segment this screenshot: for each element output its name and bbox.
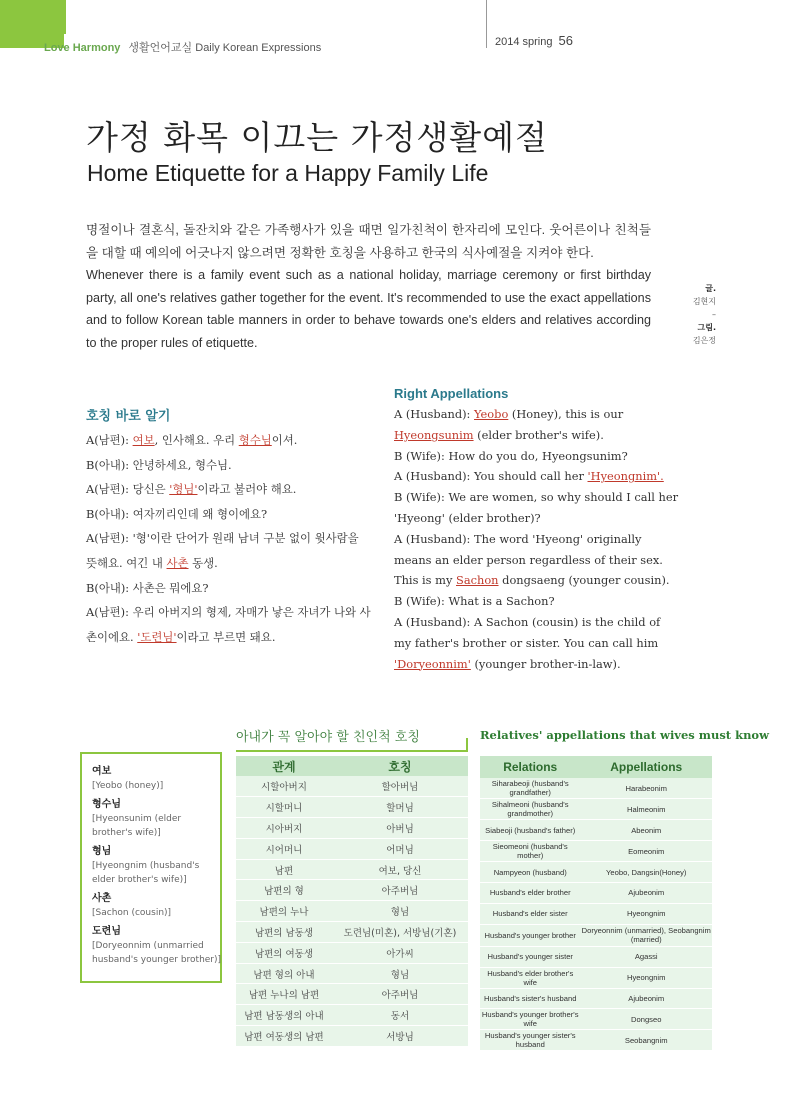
table-row <box>236 963 468 984</box>
appellation-table-korean <box>236 756 468 1047</box>
table-row <box>480 1009 712 1030</box>
table-cell: 남편의 형 <box>236 880 332 901</box>
table-row <box>480 778 712 799</box>
credits <box>680 282 716 347</box>
table-cell: Husband's younger brother's wife <box>481 1010 579 1029</box>
table-cell: 시할아버지 <box>236 776 332 797</box>
table-cell: 시할머니 <box>236 797 332 818</box>
table-row <box>236 942 468 963</box>
glossary-definition: [Hyeongnim (husband's elder brother's wife)] <box>92 861 200 885</box>
table-row <box>480 903 712 924</box>
running-header <box>44 39 321 55</box>
table-row <box>480 967 712 988</box>
table-cell: Husband's sister's husband <box>480 988 580 1009</box>
credit-dash: – <box>712 310 716 319</box>
dialogue-heading-korean: 호칭 바로 알기 <box>86 409 171 424</box>
column-header: Relations <box>480 756 580 778</box>
table-cell: Sihalmeoni (husband's grandmother) <box>480 799 580 820</box>
table-cell: 시아버지 <box>236 818 332 839</box>
table-cell: 아주버님 <box>332 880 468 901</box>
table-cell: Agassi <box>580 946 712 967</box>
table-cell: 남편 여동생의 남편 <box>236 1026 332 1047</box>
intro-english: Whenever there is a family event such as a national holiday, marriage ceremony or first birthday party, all one's relatives gather together for the event. It's recommended to use the exact appellations and to follow Korean table manners in order to behave towards one's elders and relatives according to the proper rules of etiquette. <box>86 268 651 350</box>
table-cell: Siharabeoji (husband's grandfather) <box>480 778 580 799</box>
glossary-term: 사촌 <box>92 893 112 904</box>
dialogue-line: B (Wife): What is a Sachon? <box>394 594 555 609</box>
table-cell: 남편의 여동생 <box>236 942 332 963</box>
dialogue-korean <box>86 428 371 649</box>
dialogue-heading-english: Right Appellations <box>394 386 509 401</box>
table-cell: 아버님 <box>332 818 468 839</box>
table-row <box>480 1030 712 1051</box>
table-cell: 형님 <box>332 963 468 984</box>
table-cell: 할아버님 <box>332 776 468 797</box>
dialogue-line: A(남편): 여보, 인사해요. 우리 형수님이셔. <box>86 433 298 447</box>
table-cell: 남편 <box>236 859 332 880</box>
table-cell: Ajubeonim <box>580 988 712 1009</box>
table-title-rule <box>236 750 468 752</box>
table-cell: Yeobo, Dangsin(Honey) <box>580 862 712 883</box>
table-cell: Husband's elder brother <box>480 882 580 903</box>
glossary-term: 도련님 <box>92 926 121 937</box>
appellation-table-english <box>480 756 712 1051</box>
table-row <box>236 880 468 901</box>
table-cell: 남편의 남동생 <box>236 922 332 943</box>
glossary-definition: [Doryeonnim (unmarried husband's younger brother)] <box>92 941 222 965</box>
table-cell: 여보, 당신 <box>332 859 468 880</box>
column-header: 관계 <box>236 756 332 776</box>
issue-label: 2014 spring <box>495 36 553 48</box>
table-cell: Husband's younger sister <box>480 946 580 967</box>
glossary-definition: [Sachon (cousin)] <box>92 908 172 918</box>
table-cell: 남편 남동생의 아내 <box>236 1005 332 1026</box>
table-cell: 아가씨 <box>332 942 468 963</box>
brand-name: Love Harmony <box>44 42 121 54</box>
table-cell: 어머님 <box>332 838 468 859</box>
dialogue-line: A (Husband): The word 'Hyeong' originally means an elder person regardless of their sex. This is my Sachon dongsaeng (younger cousin). <box>394 531 670 588</box>
intro-korean: 명절이나 결혼식, 돌잔치와 같은 가족행사가 있을 때면 일가친척이 한자리에 모인다. 웃어른이나 친척들을 대할 때 예의에 어긋나지 않으려면 정확한 호칭을 사용하고 한국의 식사예절을 지켜야 한다. <box>86 223 651 260</box>
table-title-english: Relatives' appellations that wives must know <box>480 728 770 742</box>
table-cell: Husband's younger brother <box>480 924 580 946</box>
table-cell: Abeonim <box>580 820 712 841</box>
table-cell: Seobangnim <box>580 1030 712 1051</box>
table-row <box>236 818 468 839</box>
column-header: Appellations <box>580 756 712 778</box>
dialogue-line: B(아내): 사촌은 뭐에요? <box>86 580 209 595</box>
table-cell: Harabeonim <box>580 778 712 799</box>
table-row <box>236 984 468 1005</box>
table-row <box>480 799 712 820</box>
table-cell: Siabeoji (husband's father) <box>480 820 580 841</box>
table-cell: Halmeonim <box>580 799 712 820</box>
table-row <box>236 901 468 922</box>
dialogue-line: B (Wife): How do you do, Hyeongsunim? <box>394 448 628 463</box>
glossary-definition: [Yeobo (honey)] <box>92 781 164 791</box>
table-row <box>480 862 712 883</box>
section-ko: 생활언어교실 <box>128 42 193 54</box>
intro-paragraph <box>86 219 651 354</box>
dialogue-line: A(남편): '형'이란 단어가 원래 남녀 구분 없이 윗사람을 뜻해요. 여긴 내 사촌 동생. <box>86 531 359 570</box>
table-cell: Dongseo <box>580 1009 712 1030</box>
table-row <box>480 988 712 1009</box>
header-accent-line <box>64 0 66 34</box>
table-row <box>480 946 712 967</box>
table-row <box>236 797 468 818</box>
title-english: Home Etiquette for a Happy Family Life <box>87 160 489 186</box>
table-cell: 남편의 누나 <box>236 901 332 922</box>
table-cell: 아주버님 <box>332 984 468 1005</box>
dialogue-line: A(남편): 우리 아버지의 형제, 자매가 낳은 자녀가 나와 사촌이에요. '도련님'이라고 부르면 돼요. <box>86 605 371 644</box>
writer-label: 글. <box>705 284 716 293</box>
table-row <box>236 1005 468 1026</box>
table-cell: 서방님 <box>332 1026 468 1047</box>
table-row <box>480 820 712 841</box>
table-cell: 남편 형의 아내 <box>236 963 332 984</box>
dialogue-line: A(남편): 당신은 '형님'이라고 불러야 해요. <box>86 482 297 497</box>
table-cell: Sieomeoni (husband's mother) <box>480 841 580 862</box>
table-cell: Nampyeon (husband) <box>480 862 580 883</box>
dialogue-line: A (Husband): You should call her 'Hyeongnim'. <box>394 469 664 484</box>
table-row <box>236 1026 468 1047</box>
dialogue-english <box>394 404 680 674</box>
page-info <box>495 33 573 48</box>
table-cell: Doryeonnim (unmarried), Seobangnim (married) <box>581 926 711 945</box>
table-row <box>480 841 712 862</box>
table-cell: 동서 <box>332 1005 468 1026</box>
table-cell: Husband's elder sister <box>480 903 580 924</box>
section-en: Daily Korean Expressions <box>195 42 322 54</box>
illustrator-label: 그림. <box>697 323 716 332</box>
table-header-row <box>480 756 712 778</box>
table-row <box>236 838 468 859</box>
table-cell: 남편 누나의 남편 <box>236 984 332 1005</box>
glossary-term: 형수님 <box>92 799 121 810</box>
page-number: 56 <box>558 33 573 48</box>
title-korean: 가정 화목 이끄는 가정생활예절 <box>86 118 548 157</box>
table-row <box>236 859 468 880</box>
dialogue-line: A (Husband): A Sachon (cousin) is the child of my father's brother or sister. You can call him 'Doryeonnim' (younger brother-in-law). <box>394 614 661 671</box>
dialogue-line: B(아내): 여자끼리인데 왜 형이에요? <box>86 506 268 521</box>
table-cell: 형님 <box>332 901 468 922</box>
table-cell: Husband's elder brother's wife <box>480 967 580 988</box>
table-cell: 시어머니 <box>236 838 332 859</box>
glossary-definition: [Hyeonsunim (elder brother's wife)] <box>92 814 182 838</box>
illustrator-name: 김은정 <box>692 336 716 345</box>
table-header-row <box>236 756 468 776</box>
glossary <box>92 765 222 967</box>
table-row <box>236 776 468 797</box>
table-cell: 할머님 <box>332 797 468 818</box>
table-cell: Husband's younger sister's husband <box>480 1030 580 1051</box>
table-cell: Eomeonim <box>580 841 712 862</box>
table-cell: Ajubeonim <box>580 882 712 903</box>
table-cell: 도련님(미혼), 서방님(기혼) <box>332 922 468 943</box>
dialogue-line: A (Husband): Yeobo (Honey), this is our Hyeongsunim (elder brother's wife). <box>394 407 624 442</box>
table-cell: Hyeongnim <box>580 903 712 924</box>
column-header: 호칭 <box>332 756 468 776</box>
table-row <box>480 882 712 903</box>
table-title-korean: 아내가 꼭 알아야 할 친인척 호칭 <box>236 730 420 745</box>
dialogue-line: B (Wife): We are women, so why should I call her 'Hyeong' (elder brother)? <box>394 490 679 525</box>
table-row <box>480 924 712 946</box>
table-cell: Hyeongnim <box>580 967 712 988</box>
glossary-term: 여보 <box>92 766 112 777</box>
writer-name: 김현지 <box>692 297 716 306</box>
table-row <box>236 922 468 943</box>
dialogue-line: B(아내): 안녕하세요, 형수님. <box>86 457 232 472</box>
page-separator <box>486 0 487 48</box>
glossary-term: 형님 <box>92 846 112 857</box>
